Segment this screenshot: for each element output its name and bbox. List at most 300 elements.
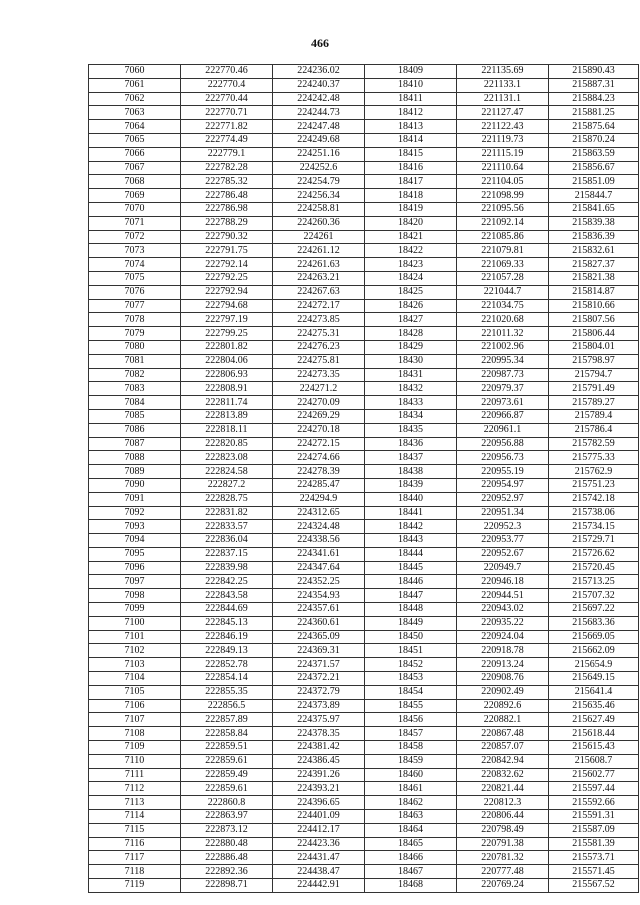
x-coordinate-cell: 222788.29 bbox=[181, 216, 273, 230]
x-coordinate-cell: 222823.08 bbox=[181, 451, 273, 465]
y-coordinate-cell: 215571.45 bbox=[549, 865, 639, 879]
y-coordinate-cell: 215807.56 bbox=[549, 313, 639, 327]
x-coordinate-cell: 222794.68 bbox=[181, 299, 273, 313]
x-coordinate-cell: 220954.97 bbox=[457, 478, 549, 492]
y-coordinate-cell: 215683.36 bbox=[549, 616, 639, 630]
x-coordinate-cell: 220961.1 bbox=[457, 423, 549, 437]
point-number-cell: 7110 bbox=[89, 754, 181, 768]
y-coordinate-cell: 224312.65 bbox=[273, 506, 365, 520]
y-coordinate-cell: 215798.97 bbox=[549, 354, 639, 368]
point-number-cell: 7071 bbox=[89, 216, 181, 230]
point-number-cell: 7072 bbox=[89, 230, 181, 244]
y-coordinate-cell: 215654.9 bbox=[549, 658, 639, 672]
y-coordinate-cell: 215881.25 bbox=[549, 106, 639, 120]
x-coordinate-cell: 222886.48 bbox=[181, 851, 273, 865]
point-number-cell: 7063 bbox=[89, 106, 181, 120]
table-row bbox=[89, 741, 639, 755]
table-row bbox=[89, 837, 639, 851]
point-number-cell: 18415 bbox=[365, 147, 457, 161]
y-coordinate-cell: 215863.59 bbox=[549, 147, 639, 161]
point-number-cell: 18442 bbox=[365, 520, 457, 534]
y-coordinate-cell: 224276.23 bbox=[273, 340, 365, 354]
y-coordinate-cell: 224254.79 bbox=[273, 175, 365, 189]
point-number-cell: 7061 bbox=[89, 78, 181, 92]
point-number-cell: 18425 bbox=[365, 285, 457, 299]
x-coordinate-cell: 220806.44 bbox=[457, 810, 549, 824]
y-coordinate-cell: 224267.63 bbox=[273, 285, 365, 299]
x-coordinate-cell: 222856.5 bbox=[181, 699, 273, 713]
x-coordinate-cell: 221133.1 bbox=[457, 78, 549, 92]
table-row bbox=[89, 823, 639, 837]
point-number-cell: 7065 bbox=[89, 133, 181, 147]
y-coordinate-cell: 224391.26 bbox=[273, 768, 365, 782]
y-coordinate-cell: 224375.97 bbox=[273, 713, 365, 727]
table-row bbox=[89, 244, 639, 258]
point-number-cell: 7077 bbox=[89, 299, 181, 313]
x-coordinate-cell: 220867.48 bbox=[457, 727, 549, 741]
point-number-cell: 7060 bbox=[89, 65, 181, 79]
point-number-cell: 18449 bbox=[365, 616, 457, 630]
y-coordinate-cell: 215602.77 bbox=[549, 768, 639, 782]
x-coordinate-cell: 222790.32 bbox=[181, 230, 273, 244]
x-coordinate-cell: 222770.46 bbox=[181, 65, 273, 79]
table-row bbox=[89, 354, 639, 368]
x-coordinate-cell: 222797.19 bbox=[181, 313, 273, 327]
point-number-cell: 18455 bbox=[365, 699, 457, 713]
y-coordinate-cell: 224338.56 bbox=[273, 534, 365, 548]
x-coordinate-cell: 222792.25 bbox=[181, 271, 273, 285]
point-number-cell: 18463 bbox=[365, 810, 457, 824]
table-row bbox=[89, 327, 639, 341]
x-coordinate-cell: 220979.37 bbox=[457, 382, 549, 396]
point-number-cell: 18426 bbox=[365, 299, 457, 313]
x-coordinate-cell: 220857.07 bbox=[457, 741, 549, 755]
table-row bbox=[89, 423, 639, 437]
point-number-cell: 18409 bbox=[365, 65, 457, 79]
table-row bbox=[89, 230, 639, 244]
x-coordinate-cell: 222833.57 bbox=[181, 520, 273, 534]
y-coordinate-cell: 224249.68 bbox=[273, 133, 365, 147]
y-coordinate-cell: 215751.23 bbox=[549, 478, 639, 492]
x-coordinate-cell: 222857.89 bbox=[181, 713, 273, 727]
x-coordinate-cell: 222880.48 bbox=[181, 837, 273, 851]
y-coordinate-cell: 215649.15 bbox=[549, 672, 639, 686]
point-number-cell: 7069 bbox=[89, 189, 181, 203]
x-coordinate-cell: 221127.47 bbox=[457, 106, 549, 120]
y-coordinate-cell: 224401.09 bbox=[273, 810, 365, 824]
y-coordinate-cell: 215782.59 bbox=[549, 437, 639, 451]
x-coordinate-cell: 222799.25 bbox=[181, 327, 273, 341]
table-row bbox=[89, 603, 639, 617]
y-coordinate-cell: 215762.9 bbox=[549, 465, 639, 479]
point-number-cell: 18432 bbox=[365, 382, 457, 396]
table-row bbox=[89, 547, 639, 561]
point-number-cell: 7067 bbox=[89, 161, 181, 175]
y-coordinate-cell: 215870.24 bbox=[549, 133, 639, 147]
point-number-cell: 7066 bbox=[89, 147, 181, 161]
point-number-cell: 7075 bbox=[89, 271, 181, 285]
y-coordinate-cell: 224372.21 bbox=[273, 672, 365, 686]
point-number-cell: 7111 bbox=[89, 768, 181, 782]
x-coordinate-cell: 222855.35 bbox=[181, 685, 273, 699]
x-coordinate-cell: 222842.25 bbox=[181, 575, 273, 589]
point-number-cell: 7117 bbox=[89, 851, 181, 865]
x-coordinate-cell: 222898.71 bbox=[181, 879, 273, 893]
x-coordinate-cell: 220956.88 bbox=[457, 437, 549, 451]
x-coordinate-cell: 222811.74 bbox=[181, 396, 273, 410]
y-coordinate-cell: 224261 bbox=[273, 230, 365, 244]
x-coordinate-cell: 220953.77 bbox=[457, 534, 549, 548]
x-coordinate-cell: 222849.13 bbox=[181, 644, 273, 658]
point-number-cell: 18468 bbox=[365, 879, 457, 893]
point-number-cell: 18450 bbox=[365, 630, 457, 644]
x-coordinate-cell: 221092.14 bbox=[457, 216, 549, 230]
y-coordinate-cell: 215618.44 bbox=[549, 727, 639, 741]
point-number-cell: 18457 bbox=[365, 727, 457, 741]
table-row bbox=[89, 313, 639, 327]
y-coordinate-cell: 215839.38 bbox=[549, 216, 639, 230]
point-number-cell: 7099 bbox=[89, 603, 181, 617]
point-number-cell: 7094 bbox=[89, 534, 181, 548]
table-row bbox=[89, 147, 639, 161]
y-coordinate-cell: 224240.37 bbox=[273, 78, 365, 92]
x-coordinate-cell: 220821.44 bbox=[457, 782, 549, 796]
y-coordinate-cell: 215789.4 bbox=[549, 409, 639, 423]
x-coordinate-cell: 222859.61 bbox=[181, 782, 273, 796]
y-coordinate-cell: 224285.47 bbox=[273, 478, 365, 492]
point-number-cell: 18448 bbox=[365, 603, 457, 617]
x-coordinate-cell: 222859.61 bbox=[181, 754, 273, 768]
x-coordinate-cell: 220842.94 bbox=[457, 754, 549, 768]
x-coordinate-cell: 222786.98 bbox=[181, 202, 273, 216]
x-coordinate-cell: 221057.28 bbox=[457, 271, 549, 285]
x-coordinate-cell: 220918.78 bbox=[457, 644, 549, 658]
x-coordinate-cell: 222859.49 bbox=[181, 768, 273, 782]
point-number-cell: 18454 bbox=[365, 685, 457, 699]
point-number-cell: 18464 bbox=[365, 823, 457, 837]
x-coordinate-cell: 221104.05 bbox=[457, 175, 549, 189]
table-row bbox=[89, 589, 639, 603]
point-number-cell: 18430 bbox=[365, 354, 457, 368]
point-number-cell: 18456 bbox=[365, 713, 457, 727]
y-coordinate-cell: 224256.34 bbox=[273, 189, 365, 203]
point-number-cell: 7096 bbox=[89, 561, 181, 575]
y-coordinate-cell: 224244.73 bbox=[273, 106, 365, 120]
x-coordinate-cell: 220769.24 bbox=[457, 879, 549, 893]
point-number-cell: 7084 bbox=[89, 396, 181, 410]
table-row bbox=[89, 865, 639, 879]
y-coordinate-cell: 224271.2 bbox=[273, 382, 365, 396]
x-coordinate-cell: 222771.82 bbox=[181, 120, 273, 134]
y-coordinate-cell: 215742.18 bbox=[549, 492, 639, 506]
point-number-cell: 18440 bbox=[365, 492, 457, 506]
x-coordinate-cell: 220892.6 bbox=[457, 699, 549, 713]
y-coordinate-cell: 224372.79 bbox=[273, 685, 365, 699]
table-row bbox=[89, 451, 639, 465]
x-coordinate-cell: 220955.19 bbox=[457, 465, 549, 479]
x-coordinate-cell: 222820.85 bbox=[181, 437, 273, 451]
point-number-cell: 18453 bbox=[365, 672, 457, 686]
y-coordinate-cell: 215592.66 bbox=[549, 796, 639, 810]
y-coordinate-cell: 224251.16 bbox=[273, 147, 365, 161]
y-coordinate-cell: 215851.09 bbox=[549, 175, 639, 189]
table-row bbox=[89, 810, 639, 824]
table-row bbox=[89, 271, 639, 285]
y-coordinate-cell: 224270.18 bbox=[273, 423, 365, 437]
x-coordinate-cell: 221002.96 bbox=[457, 340, 549, 354]
point-number-cell: 7068 bbox=[89, 175, 181, 189]
x-coordinate-cell: 222837.15 bbox=[181, 547, 273, 561]
x-coordinate-cell: 220952.67 bbox=[457, 547, 549, 561]
point-number-cell: 18439 bbox=[365, 478, 457, 492]
point-number-cell: 7076 bbox=[89, 285, 181, 299]
point-number-cell: 18451 bbox=[365, 644, 457, 658]
y-coordinate-cell: 224273.85 bbox=[273, 313, 365, 327]
point-number-cell: 18429 bbox=[365, 340, 457, 354]
table-row bbox=[89, 727, 639, 741]
table-row bbox=[89, 409, 639, 423]
point-number-cell: 18424 bbox=[365, 271, 457, 285]
point-number-cell: 7083 bbox=[89, 382, 181, 396]
y-coordinate-cell: 224269.29 bbox=[273, 409, 365, 423]
x-coordinate-cell: 220952.97 bbox=[457, 492, 549, 506]
y-coordinate-cell: 224373.89 bbox=[273, 699, 365, 713]
y-coordinate-cell: 215641.4 bbox=[549, 685, 639, 699]
point-number-cell: 18433 bbox=[365, 396, 457, 410]
x-coordinate-cell: 220949.7 bbox=[457, 561, 549, 575]
y-coordinate-cell: 215789.27 bbox=[549, 396, 639, 410]
y-coordinate-cell: 224442.91 bbox=[273, 879, 365, 893]
y-coordinate-cell: 215591.31 bbox=[549, 810, 639, 824]
point-number-cell: 7086 bbox=[89, 423, 181, 437]
y-coordinate-cell: 215832.61 bbox=[549, 244, 639, 258]
point-number-cell: 7107 bbox=[89, 713, 181, 727]
y-coordinate-cell: 215669.05 bbox=[549, 630, 639, 644]
table-row bbox=[89, 161, 639, 175]
table-row bbox=[89, 506, 639, 520]
x-coordinate-cell: 222858.84 bbox=[181, 727, 273, 741]
y-coordinate-cell: 215794.7 bbox=[549, 368, 639, 382]
y-coordinate-cell: 224242.48 bbox=[273, 92, 365, 106]
x-coordinate-cell: 222836.04 bbox=[181, 534, 273, 548]
point-number-cell: 7093 bbox=[89, 520, 181, 534]
x-coordinate-cell: 220966.87 bbox=[457, 409, 549, 423]
coordinates-table bbox=[88, 64, 639, 893]
y-coordinate-cell: 224365.09 bbox=[273, 630, 365, 644]
x-coordinate-cell: 222863.97 bbox=[181, 810, 273, 824]
x-coordinate-cell: 220956.73 bbox=[457, 451, 549, 465]
point-number-cell: 18437 bbox=[365, 451, 457, 465]
x-coordinate-cell: 222846.19 bbox=[181, 630, 273, 644]
x-coordinate-cell: 221115.19 bbox=[457, 147, 549, 161]
x-coordinate-cell: 222827.2 bbox=[181, 478, 273, 492]
x-coordinate-cell: 220946.18 bbox=[457, 575, 549, 589]
point-number-cell: 18459 bbox=[365, 754, 457, 768]
y-coordinate-cell: 215713.25 bbox=[549, 575, 639, 589]
table-row bbox=[89, 520, 639, 534]
point-number-cell: 18434 bbox=[365, 409, 457, 423]
y-coordinate-cell: 224273.35 bbox=[273, 368, 365, 382]
table-row bbox=[89, 189, 639, 203]
coordinates-table-body bbox=[89, 65, 639, 893]
table-row bbox=[89, 699, 639, 713]
y-coordinate-cell: 215587.09 bbox=[549, 823, 639, 837]
x-coordinate-cell: 220935.22 bbox=[457, 616, 549, 630]
x-coordinate-cell: 220908.76 bbox=[457, 672, 549, 686]
table-row bbox=[89, 299, 639, 313]
y-coordinate-cell: 224393.21 bbox=[273, 782, 365, 796]
point-number-cell: 18431 bbox=[365, 368, 457, 382]
y-coordinate-cell: 215810.66 bbox=[549, 299, 639, 313]
y-coordinate-cell: 224272.15 bbox=[273, 437, 365, 451]
y-coordinate-cell: 224386.45 bbox=[273, 754, 365, 768]
x-coordinate-cell: 220987.73 bbox=[457, 368, 549, 382]
x-coordinate-cell: 221011.32 bbox=[457, 327, 549, 341]
point-number-cell: 7102 bbox=[89, 644, 181, 658]
point-number-cell: 7100 bbox=[89, 616, 181, 630]
table-row bbox=[89, 78, 639, 92]
x-coordinate-cell: 221119.73 bbox=[457, 133, 549, 147]
point-number-cell: 7095 bbox=[89, 547, 181, 561]
x-coordinate-cell: 222843.58 bbox=[181, 589, 273, 603]
table-row bbox=[89, 534, 639, 548]
y-coordinate-cell: 215597.44 bbox=[549, 782, 639, 796]
table-row bbox=[89, 465, 639, 479]
table-row bbox=[89, 258, 639, 272]
y-coordinate-cell: 224260.36 bbox=[273, 216, 365, 230]
x-coordinate-cell: 222828.75 bbox=[181, 492, 273, 506]
x-coordinate-cell: 220777.48 bbox=[457, 865, 549, 879]
table-row bbox=[89, 782, 639, 796]
x-coordinate-cell: 222839.98 bbox=[181, 561, 273, 575]
point-number-cell: 18420 bbox=[365, 216, 457, 230]
point-number-cell: 18421 bbox=[365, 230, 457, 244]
y-coordinate-cell: 224294.9 bbox=[273, 492, 365, 506]
x-coordinate-cell: 220995.34 bbox=[457, 354, 549, 368]
point-number-cell: 18465 bbox=[365, 837, 457, 851]
point-number-cell: 7119 bbox=[89, 879, 181, 893]
point-number-cell: 7116 bbox=[89, 837, 181, 851]
x-coordinate-cell: 221110.64 bbox=[457, 161, 549, 175]
y-coordinate-cell: 224371.57 bbox=[273, 658, 365, 672]
y-coordinate-cell: 215791.49 bbox=[549, 382, 639, 396]
y-coordinate-cell: 224354.93 bbox=[273, 589, 365, 603]
point-number-cell: 7092 bbox=[89, 506, 181, 520]
y-coordinate-cell: 224270.09 bbox=[273, 396, 365, 410]
x-coordinate-cell: 221079.81 bbox=[457, 244, 549, 258]
x-coordinate-cell: 222801.82 bbox=[181, 340, 273, 354]
point-number-cell: 18422 bbox=[365, 244, 457, 258]
y-coordinate-cell: 215844.7 bbox=[549, 189, 639, 203]
table-row bbox=[89, 713, 639, 727]
table-row bbox=[89, 672, 639, 686]
point-number-cell: 18418 bbox=[365, 189, 457, 203]
y-coordinate-cell: 224252.6 bbox=[273, 161, 365, 175]
x-coordinate-cell: 220882.1 bbox=[457, 713, 549, 727]
point-number-cell: 18467 bbox=[365, 865, 457, 879]
x-coordinate-cell: 221085.86 bbox=[457, 230, 549, 244]
x-coordinate-cell: 222808.91 bbox=[181, 382, 273, 396]
y-coordinate-cell: 215890.43 bbox=[549, 65, 639, 79]
y-coordinate-cell: 215836.39 bbox=[549, 230, 639, 244]
point-number-cell: 18410 bbox=[365, 78, 457, 92]
y-coordinate-cell: 224275.31 bbox=[273, 327, 365, 341]
table-row bbox=[89, 202, 639, 216]
y-coordinate-cell: 224261.63 bbox=[273, 258, 365, 272]
y-coordinate-cell: 215567.52 bbox=[549, 879, 639, 893]
y-coordinate-cell: 215841.65 bbox=[549, 202, 639, 216]
x-coordinate-cell: 222785.32 bbox=[181, 175, 273, 189]
x-coordinate-cell: 220944.51 bbox=[457, 589, 549, 603]
table-row bbox=[89, 92, 639, 106]
x-coordinate-cell: 220798.49 bbox=[457, 823, 549, 837]
point-number-cell: 18447 bbox=[365, 589, 457, 603]
point-number-cell: 18460 bbox=[365, 768, 457, 782]
table-row bbox=[89, 120, 639, 134]
x-coordinate-cell: 222852.78 bbox=[181, 658, 273, 672]
point-number-cell: 7097 bbox=[89, 575, 181, 589]
table-row bbox=[89, 368, 639, 382]
point-number-cell: 7085 bbox=[89, 409, 181, 423]
point-number-cell: 7105 bbox=[89, 685, 181, 699]
point-number-cell: 7081 bbox=[89, 354, 181, 368]
x-coordinate-cell: 222845.13 bbox=[181, 616, 273, 630]
y-coordinate-cell: 215573.71 bbox=[549, 851, 639, 865]
x-coordinate-cell: 220832.62 bbox=[457, 768, 549, 782]
y-coordinate-cell: 215662.09 bbox=[549, 644, 639, 658]
point-number-cell: 18435 bbox=[365, 423, 457, 437]
y-coordinate-cell: 224324.48 bbox=[273, 520, 365, 534]
table-row bbox=[89, 879, 639, 893]
y-coordinate-cell: 224261.12 bbox=[273, 244, 365, 258]
point-number-cell: 18436 bbox=[365, 437, 457, 451]
x-coordinate-cell: 220973.61 bbox=[457, 396, 549, 410]
table-row bbox=[89, 478, 639, 492]
x-coordinate-cell: 222854.14 bbox=[181, 672, 273, 686]
point-number-cell: 7079 bbox=[89, 327, 181, 341]
y-coordinate-cell: 224341.61 bbox=[273, 547, 365, 561]
point-number-cell: 18438 bbox=[365, 465, 457, 479]
y-coordinate-cell: 224378.35 bbox=[273, 727, 365, 741]
y-coordinate-cell: 215729.71 bbox=[549, 534, 639, 548]
point-number-cell: 18412 bbox=[365, 106, 457, 120]
x-coordinate-cell: 222813.89 bbox=[181, 409, 273, 423]
y-coordinate-cell: 215726.62 bbox=[549, 547, 639, 561]
point-number-cell: 7103 bbox=[89, 658, 181, 672]
table-row bbox=[89, 658, 639, 672]
y-coordinate-cell: 224236.02 bbox=[273, 65, 365, 79]
x-coordinate-cell: 222824.58 bbox=[181, 465, 273, 479]
point-number-cell: 7115 bbox=[89, 823, 181, 837]
point-number-cell: 18461 bbox=[365, 782, 457, 796]
x-coordinate-cell: 221135.69 bbox=[457, 65, 549, 79]
x-coordinate-cell: 221122.43 bbox=[457, 120, 549, 134]
point-number-cell: 18458 bbox=[365, 741, 457, 755]
y-coordinate-cell: 215635.46 bbox=[549, 699, 639, 713]
y-coordinate-cell: 215806.44 bbox=[549, 327, 639, 341]
point-number-cell: 7070 bbox=[89, 202, 181, 216]
table-row bbox=[89, 492, 639, 506]
x-coordinate-cell: 221098.99 bbox=[457, 189, 549, 203]
point-number-cell: 18419 bbox=[365, 202, 457, 216]
y-coordinate-cell: 224431.47 bbox=[273, 851, 365, 865]
y-coordinate-cell: 224272.17 bbox=[273, 299, 365, 313]
x-coordinate-cell: 222770.4 bbox=[181, 78, 273, 92]
table-row bbox=[89, 851, 639, 865]
point-number-cell: 7112 bbox=[89, 782, 181, 796]
y-coordinate-cell: 215697.22 bbox=[549, 603, 639, 617]
point-number-cell: 18414 bbox=[365, 133, 457, 147]
